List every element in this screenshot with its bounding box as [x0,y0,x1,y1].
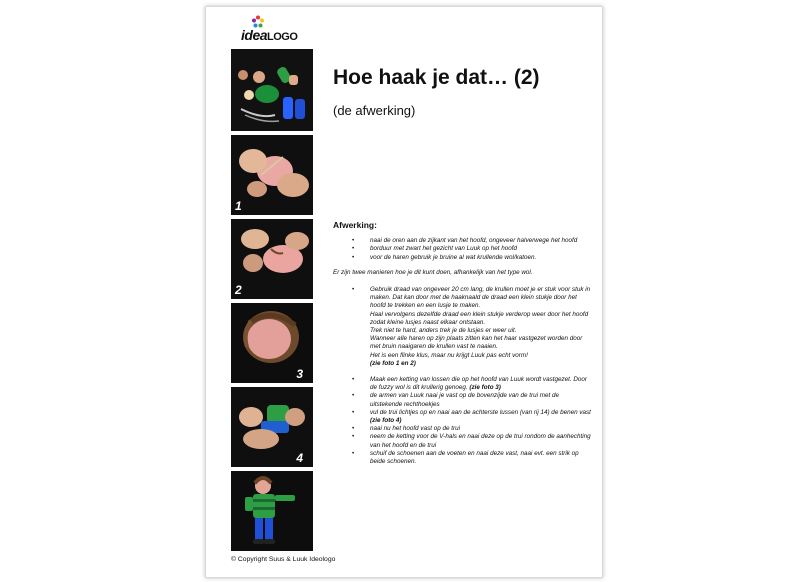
photo-reference: (zie foto 4) [370,417,402,425]
logo-text-idea: idea [241,27,268,43]
photo-number-3: 3 [296,367,303,381]
method-1-text: Haal vervolgens dezelfde draad een klein stukje verderop weer door het hoofd zodat kleine lusjes naast elkaar ontstaan. [370,310,589,326]
photo-number-1: 1 [235,199,242,213]
list-item [370,450,591,466]
photo-1 [231,135,313,215]
method-2-reference: (zie foto 3) [469,384,501,392]
list-item [370,409,591,425]
section-heading: Afwerking: [333,220,377,230]
list-item: • borduur met zwart het gezicht van Luuk op het hoofd [370,245,591,253]
instructions-text [333,221,591,466]
photo-4 [231,387,313,467]
list-item-text: naai nu het hoofd vast op de trui [370,425,460,433]
list-item: • naai de oren aan de zijkant van het hoofd, ongeveer halverwege het hoofd [370,237,591,245]
logo-text [241,27,297,43]
list-item [370,376,591,392]
bullet-list-a [333,237,591,262]
list-item-text: de armen van Luuk naai je vast op de bovenzijde van de trui met de uitstekende rechthoekjes [370,392,560,408]
list-item-text: vul de trui lichtjes op en naai aan de achterste lussen (van rij 14) de benen vast [370,408,591,416]
copyright-footer: © Copyright Suus & Luuk Ideologo [231,556,336,563]
logo-text-logo: LOGO [267,31,298,43]
bullet-list-b [333,376,591,466]
method-1-list [333,286,591,368]
list-item-text: neem de ketting voor de V-hals en naai deze op de trui rondom de aanhechting van het hoofd en de trui [370,433,591,449]
list-item [370,392,591,408]
photo-finished-doll [231,471,313,551]
method-1-text: Wanneer alle haren op zijn plaats zitten kan het haar vastgezet worden door met bruin naaigaren de krullen vast te naaien. [370,335,583,351]
method-1-text: Gebruik draad van ongeveer 20 cm lang, de krullen moet je er stuk voor stuk in maken. Dat kan door met de haaknaald de draad een klein stukje door het hoofd te trekken en een lusje te maken. [370,286,591,310]
photo-2 [231,219,313,299]
method-1-item [370,286,591,368]
document-page [205,6,603,578]
method-1-text: Trek niet te hard, anders trek je de lusjes er weer uit. [370,327,517,335]
photo-number-2: 2 [235,283,242,297]
list-item [370,425,591,433]
method-1-text: Het is een flinke klus, maar nu krijgt Luuk pas echt vorm! [370,351,528,359]
list-item: • voor de haren gebruik je bruine al wat krullende wol/katoen. [370,254,591,262]
photo-materials [231,49,313,131]
page-subtitle: (de afwerking) [333,103,416,118]
page-title: Hoe haak je dat… (2) [333,66,540,89]
photo-3 [231,303,313,383]
intro-paragraph: Er zijn twee manieren hoe je dit kunt doen, afhankelijk van het type wol. [333,268,533,276]
list-item-text: schuif de schoenen aan de voeten en naai deze vast, naai evt. een strik op beide schoenen. [370,449,579,466]
ideologo-logo [239,15,329,45]
list-item [370,433,591,449]
photo-number-4: 4 [296,451,303,465]
method-1-reference: (zie foto 1 en 2) [370,359,416,367]
method-2-text: Maak een ketting van lossen die op het hoofd van Luuk wordt vastgezet. Door de fuzzy wol is dit krullerig genoeg. [370,376,588,392]
